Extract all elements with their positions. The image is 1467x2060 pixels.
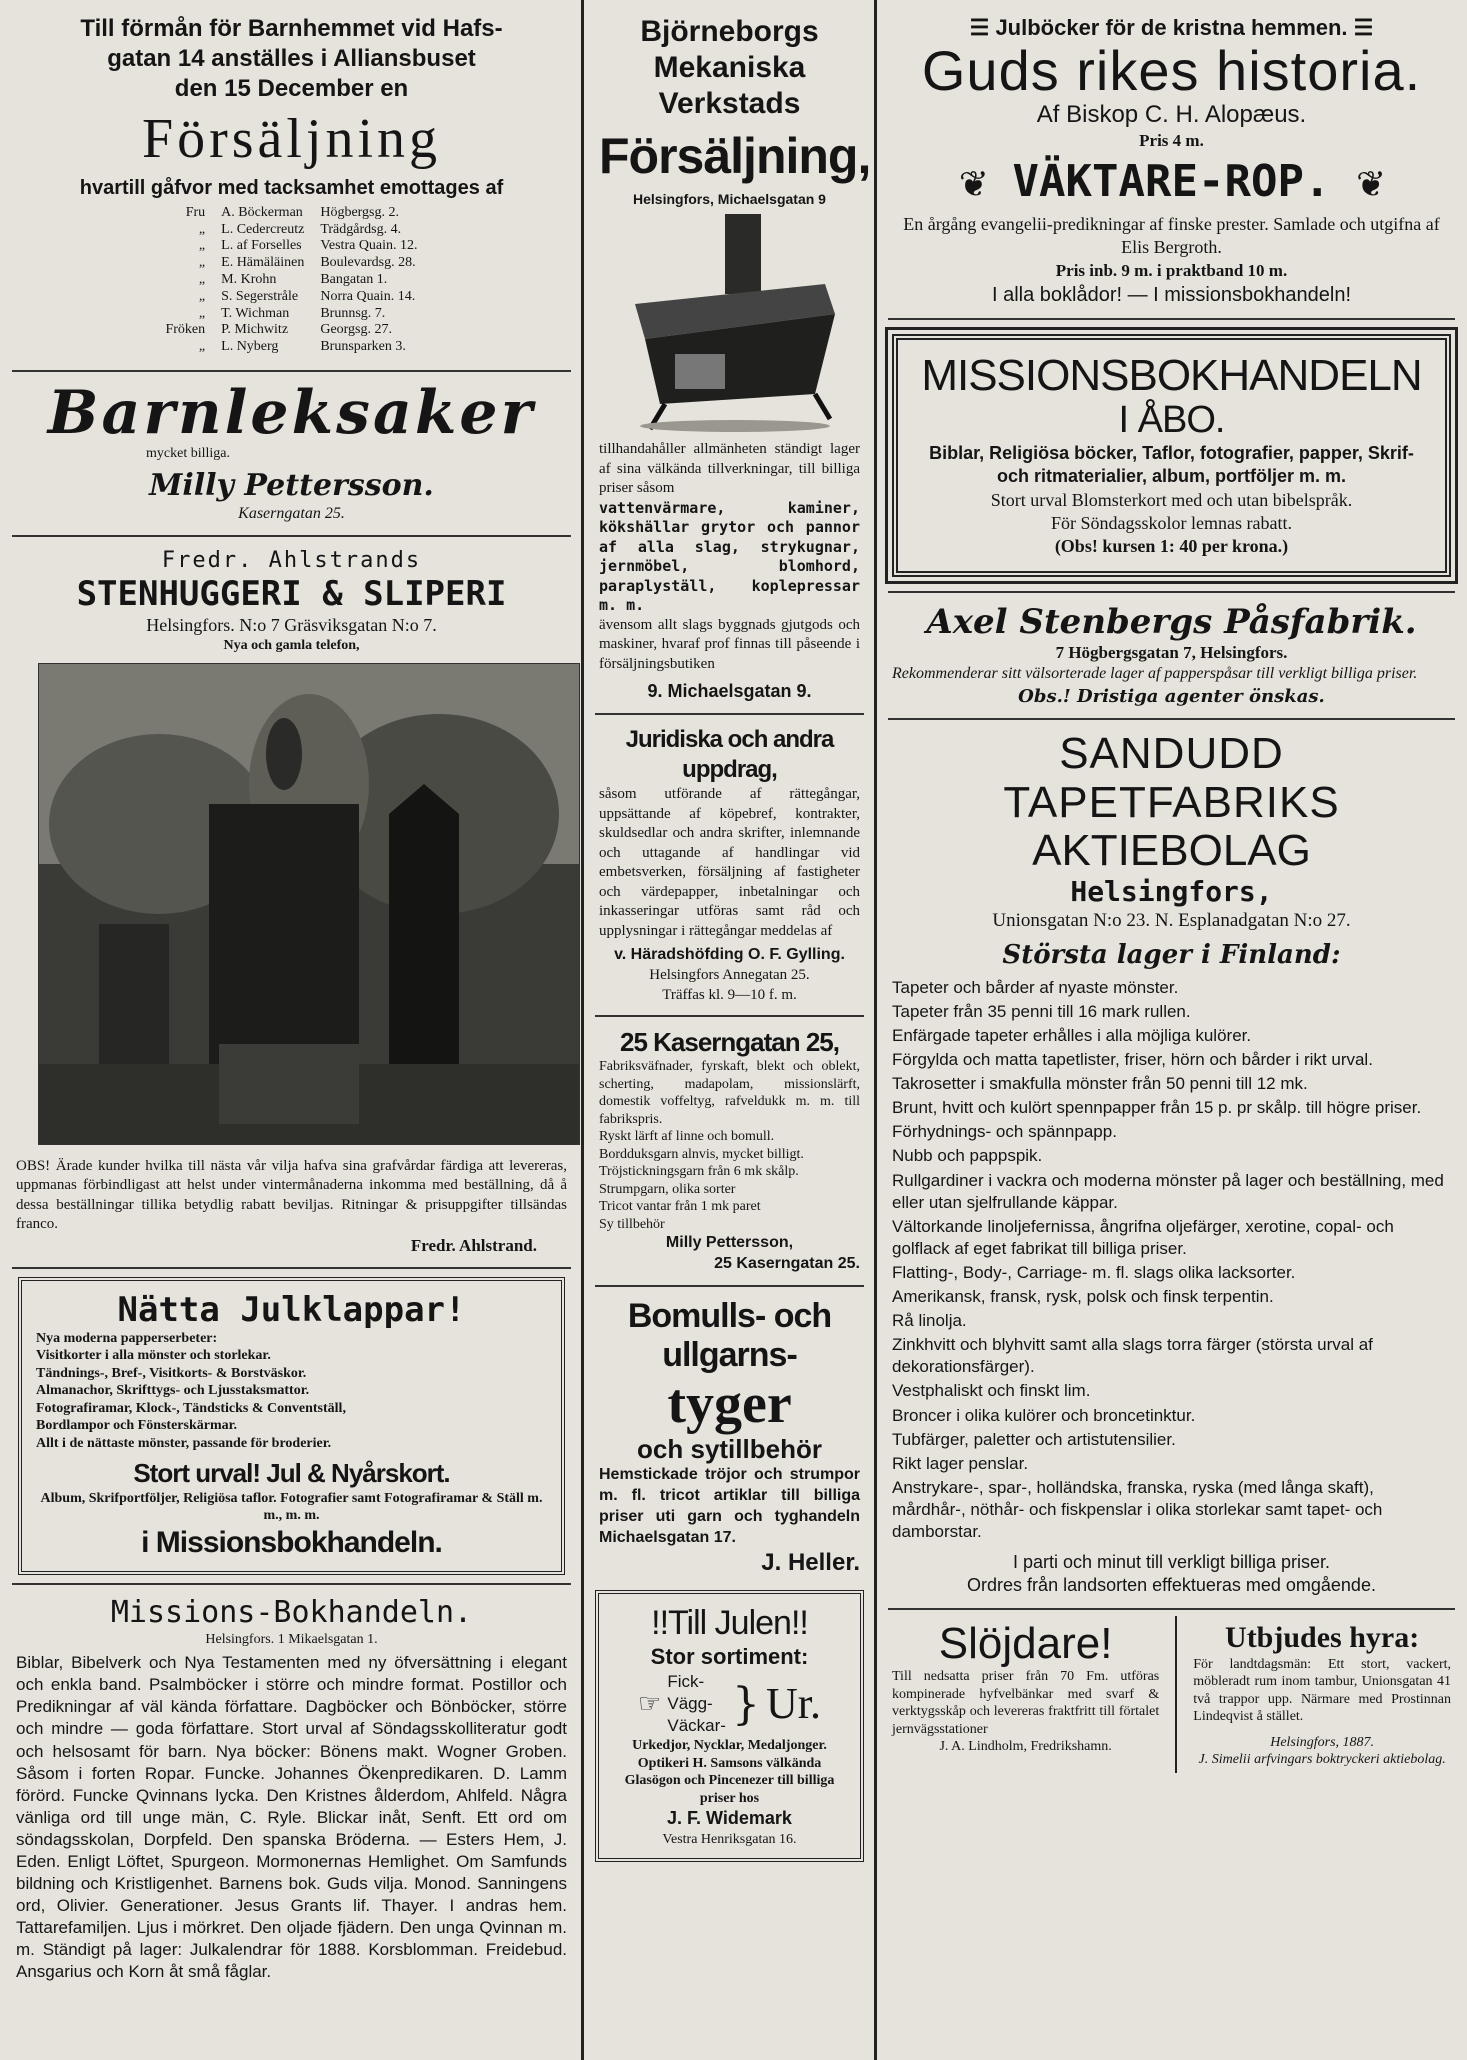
sandudd-item: Takrosetter i smakfulla mönster från 50 penni till 12 mk. (892, 1074, 1308, 1094)
julklappar-line: Visitkorter i alla mönster och storlekar. (36, 1348, 271, 1364)
juridiska-ad (583, 721, 876, 1009)
divider (12, 535, 571, 537)
rule-ornament-icon: ☰ (1347, 15, 1374, 40)
abo-text: Biblar, Religiösa böcker, Taflor, fotografier, papper, Skrif- och ritmaterialier, album, portföljer m. m. (929, 442, 1414, 487)
juridiska-title: Juridiska och andra uppdrag, (625, 726, 834, 784)
kaserngatan-addr: 25 Kaserngatan 25. (714, 1255, 860, 1273)
sandudd-item: Anstrykare-, spar-, holländska, franska, ryska (med långa skaft), mårdhår-, nöthår- och fiskpenslar i olika storlekar samt tapet- och damborstar. (892, 1477, 1383, 1541)
name-cell-addr: Högbergsg. 2. (320, 204, 400, 220)
sandudd-foot1: I parti och minut till verkligt billiga priser. (1012, 1552, 1331, 1573)
stenberg-obs: Obs.! Dristiga agenter önskas. (1018, 685, 1325, 707)
julklappar-line: Tändnings-, Bref-, Visitkorts- & Borstväskor. (36, 1365, 307, 1381)
abo-title: MISSIONSBOKHANDELN (921, 350, 1422, 400)
barnleksaker-addr: Kaserngatan 25. (238, 505, 345, 523)
verkstad-text-pre: tillhandahåller allmänheten ständigt lager af sina välkända tillverkningar, till billiga priser såsom (599, 441, 860, 496)
kaserngatan-text: Fabriksväfnader, fyrskaft, blekt och oblekt, scherting, madapolam, missionslärft, domestik voffeltyg, rafveldukk m. m. till fabrikspris. (599, 1059, 860, 1127)
sandudd-item: Förhydnings- och spännpapp. (892, 1122, 1117, 1142)
abo-line4: (Obs! kursen 1: 40 per krona.) (1054, 536, 1289, 557)
bomulls-ad (583, 1293, 876, 1582)
bottom-ads-row (876, 1616, 1467, 1773)
missions-bokhandeln-ad (0, 1591, 583, 1988)
hyra-printer: J. Simelii arfvingars boktryckeri aktiebolag. (1198, 1752, 1446, 1768)
name-cell-name: P. Michwitz (221, 322, 289, 338)
brace-icon: } (731, 1678, 760, 1730)
divider (888, 1608, 1455, 1610)
julklappar-small: Album, Skrifportföljer, Religiösa taflor. Fotografier samt Fotografiramar & Ställ m. m., m. m. (40, 1490, 543, 1524)
barnhem-title: Försäljning (141, 108, 442, 170)
name-cell-addr: Trädgårdsg. 4. (320, 221, 402, 237)
divider (12, 1583, 571, 1585)
hyra-city: Helsingfors, 1887. (1270, 1734, 1375, 1750)
name-cell-name: E. Hämäläinen (221, 255, 305, 271)
bomulls-text: Hemstickade tröjor och strumpor m. fl. tricot artiklar till billiga priser uti garn och tyghandeln Michaelsgatan 17. (599, 1466, 860, 1546)
stenhuggeri-ad (0, 543, 583, 1261)
kaserngatan-title: 25 Kaserngatan 25, (619, 1027, 839, 1058)
bomulls-title: Bomulls- och ullgarns- (627, 1296, 832, 1375)
sandudd-city: Helsingfors, (1070, 875, 1273, 909)
kaserngatan-list (599, 1128, 860, 1233)
abo-city: I ÅBO. (1118, 399, 1225, 442)
name-row (157, 205, 425, 222)
abo-ad (892, 334, 1451, 577)
abo-line3: För Söndagsskolor lemnas rabatt. (1051, 513, 1292, 534)
julklappar-line: Nya moderna papperserbeter: (36, 1330, 218, 1346)
juridiska-addr: Helsingfors Annegatan 25. (649, 967, 810, 984)
sandudd-item: Enfärgade tapeter erhålles i alla möjliga kulörer. (892, 1026, 1252, 1045)
hyra-text: För landtdagsmän: Ett stort, vackert, möbleradt rum inom tambur, Unionsgatan 41 två trappor upp. Närmare med Prostinnan Lindeqvist å stället. (1193, 1656, 1451, 1725)
julbocker-banner-text: Julböcker för de kristna hemmen. (995, 15, 1348, 40)
julklappar-title: Nätta Julklappar! (117, 1289, 466, 1330)
name-cell-name: L. af Forselles (221, 238, 302, 254)
name-cell-title: „ (198, 305, 206, 321)
abo-line2: Stort urval Blomsterkort med och utan bibelspråk. (990, 489, 1353, 510)
bomulls-name: J. Heller. (761, 1549, 860, 1577)
bomulls-big: tyger (667, 1373, 792, 1436)
barnhem-line1: Till förmån för Barnhemmet vid Hafs- (80, 15, 503, 42)
stenberg-ad (876, 599, 1467, 712)
julbocker-price2: Pris inb. 9 m. i praktband 10 m. (1055, 260, 1288, 280)
kaserngatan-line: Tricot vantar från 1 mk paret (599, 1199, 761, 1215)
divider (888, 591, 1455, 593)
kaserngatan-line: Sy tillbehör (599, 1216, 665, 1232)
julen-name: J. F. Widemark (667, 1808, 792, 1829)
barnleksaker-name: Milly Pettersson. (149, 468, 434, 504)
barnhem-line2: gatan 14 anställes i Alliansbuset (107, 45, 476, 72)
slojdare-ad (876, 1616, 1177, 1773)
sandudd-item: Flatting-, Body-, Carriage- m. fl. slags olika lacksorter. (892, 1262, 1296, 1282)
julbocker-banner (892, 14, 1451, 42)
julbocker-price: Pris 4 m. (1139, 131, 1204, 151)
name-cell-title: „ (198, 255, 206, 271)
vaktare-rop-text: VÄKTARE-ROP. (1012, 156, 1331, 208)
slojdare-name: J. A. Lindholm, Fredrikshamn. (939, 1739, 1112, 1755)
ornament-icon: ❦ (1330, 156, 1384, 208)
gravestones-engraving (38, 663, 580, 1145)
stenhuggeri-phone: Nya och gamla telefon, (223, 638, 360, 654)
sandudd-item: Förgylda och matta tapetlister, friser, hörn och bårder i rikt urval. (892, 1050, 1373, 1070)
name-row (157, 339, 425, 356)
sandudd-item: Amerikansk, fransk, rysk, polsk och finsk terpentin. (892, 1287, 1274, 1307)
stove-illustration (615, 214, 845, 434)
julen-items (667, 1671, 726, 1737)
barnhem-ad (0, 0, 583, 364)
divider (888, 718, 1455, 720)
verkstad-sale: Försäljning, (599, 128, 871, 184)
missions-bokhandeln-text: Biblar, Bibelverk och Nya Testamenten med ny öfversättning i elegant och enkla band. Psalmböcker i större och mindre format. Postillor och Predikningar af väl kända författare. Dagböcker och Bönböcker, större och mindre — goda författare. Stort urval af Söndagsskolliteratur godt och helsosamt för barn. Nya böcker: Bönens makt. Wogner Groben. Såsom i forten Ropar. Funcke. Johannes Ökenpredikaren. D. Lamm förörd. Funcke Qvinnans lycka. Den Kristnes ålderdom, Ahlfeld. Några vänliga ord till unge män, C. Ryle. Blickar inåt, Senft. Ett ord om söndagsskolan, Dorpfeld. Den spanska Bröderna. — Esters Hem, J. Eden. Enligt Löftet, Spurgeon. Mormonernas Hemlighet. Om Samfunds bildning och Kristligenhet. Barnens bok. Guds vilja. Monod. Sanningens ord, Olivier. Generationer. Jesus Grants lif. Thayer. I andras hem. Tattarefamiljen. Ljus i mörkret. Den oljade fjädern. Den unga Qvinnan m. m. Ständigt på lager: Julkalendrar för 1888. Korsblomman. Freidebud. Ansgarius och Korn åt små fåglar. (16, 1653, 567, 1982)
julen-item: Fick- (667, 1671, 705, 1691)
julen-text: Urkedjor, Nycklar, Medaljonger. Optikeri H. Samsons välkända Glasögon och Pincenezer till billiga priser hos (624, 1738, 835, 1806)
julklappar-headline: Stort urval! Jul & Nyårskort. (133, 1458, 450, 1489)
name-row (157, 322, 425, 339)
name-row (157, 222, 425, 239)
name-cell-title: Fru (185, 204, 206, 220)
julen-item: Vägg- (667, 1694, 713, 1714)
kaserngatan-ad (583, 1023, 876, 1279)
name-cell-title: „ (198, 221, 206, 237)
divider (595, 1285, 864, 1287)
julbocker-title: Guds rikes historia. (921, 38, 1422, 102)
sandudd-item: Tapeter och bårder af nyaste mönster. (892, 977, 1179, 997)
hyra-ad (1177, 1616, 1467, 1773)
hyra-title: Utbjudes hyra: (1225, 1620, 1420, 1654)
slojdare-title: Slöjdare! (938, 1618, 1113, 1668)
sandudd-item: Rikt lager penslar. (892, 1453, 1029, 1473)
sandudd-item: Vestphaliskt och finskt lim. (892, 1381, 1091, 1401)
stenberg-text: Rekommenderar sitt välsorterade lager af papperspåsar till verkligt billiga priser. (892, 664, 1418, 682)
kaserngatan-line: Tröjstickningsgarn från 6 mk skålp. (599, 1164, 799, 1180)
rule-ornament-icon: ☰ (969, 15, 996, 40)
divider (595, 1015, 864, 1017)
name-row (157, 238, 425, 255)
stenhuggeri-sign: Fredr. Ahlstrand. (410, 1235, 537, 1255)
name-row (157, 272, 425, 289)
julbocker-desc: En årgång evangelii-predikningar af finske prester. Samlade och utgifna af Elis Bergroth. (903, 213, 1440, 258)
julklappar-line: Fotografiramar, Klock-, Tändsticks & Conventställ, (36, 1400, 346, 1416)
name-cell-title: „ (198, 238, 206, 254)
column-1 (0, 0, 583, 2060)
divider (595, 713, 864, 715)
sandudd-item: Tapeter från 35 penni till 16 mark rullen. (892, 1001, 1191, 1021)
sandudd-ad (876, 726, 1467, 1602)
stenhuggeri-addr: Helsingfors. N:o 7 Gräsviksgatan N:o 7. (146, 614, 437, 635)
barnhem-line3: den 15 December en (174, 75, 409, 102)
column-2 (583, 0, 876, 2060)
sandudd-item: Broncer i olika kulörer och broncetinktur. (892, 1405, 1196, 1425)
name-cell-addr: Brunsparken 3. (320, 339, 406, 355)
julbocker-title2 (892, 158, 1451, 206)
divider (12, 370, 571, 372)
julen-sub: Stor sortiment: (650, 1644, 809, 1670)
julen-ur: Ur. (765, 1678, 821, 1728)
name-cell-addr: Norra Quain. 14. (320, 288, 416, 304)
sandudd-item: Vältorkande linoljefernissa, ångrifna oljefärger, xerotine, copal- och golflack af eget fabrikat till billiga priser. (892, 1216, 1394, 1258)
name-row (157, 306, 425, 323)
julen-title: !!Till Julen!! (651, 1604, 808, 1643)
stenberg-title: Axel Stenbergs Påsfabrik. (926, 601, 1417, 642)
kaserngatan-line: Ryskt lärft af linne och bomull. (599, 1129, 775, 1145)
divider (12, 1267, 571, 1269)
stenberg-addr: 7 Högbergsgatan 7, Helsingfors. (1055, 642, 1288, 662)
ornament-icon: ❦ (959, 156, 1013, 208)
barnhem-intro: hvartill gåfvor med tacksamhet emottages af (79, 176, 504, 199)
name-cell-addr: Bangatan 1. (320, 271, 388, 287)
sandudd-addr: Unionsgatan N:o 23. N. Esplanadgatan N:o 27. (992, 909, 1351, 931)
missions-bokhandeln-title: Missions-Bokhandeln. (110, 1594, 473, 1630)
sandudd-list (892, 977, 1451, 1543)
juridiska-name: v. Häradshöfding O. F. Gylling. (614, 946, 845, 964)
name-cell-name: S. Segerstråle (221, 288, 299, 304)
sandudd-title2: AKTIEBOLAG (1032, 825, 1311, 875)
juridiska-text: såsom utförande af rättegångar, uppsättande af köpebref, kontrakter, skuldsedlar och andra skrifter, inlemnande och uttagande af handlingar vid embetsverken, försäljning af fastigheter och värdepapper, inbetalningar och inkasseringar utföras samt råd och upplysningar i rättegångar meddelas af (599, 786, 860, 939)
julbocker-where: I alla boklådor! — I missionsbokhandeln! (991, 283, 1352, 306)
verkstad-ad (583, 0, 876, 707)
julbocker-author: Af Biskop C. H. Alopæus. (1036, 101, 1307, 129)
stenhuggeri-obs: OBS! Ärade kunder hvilka till nästa vår vilja hafva sina grafvårdar färdiga att levereras, uppmanas förbindligast att helst under vintermånaderna inkomma med beställning, då å dessa beställningar tillika betydlig rabatt beviljas. Ritningar & prisuppgifter tillsändas franco. (16, 1157, 567, 1233)
verkstad-addr: Helsingfors, Michaelsgatan 9 (633, 190, 826, 207)
barnleksaker-sub: mycket billiga. (146, 445, 230, 461)
name-cell-title: „ (198, 271, 206, 287)
name-row (157, 289, 425, 306)
barnleksaker-ad (0, 378, 583, 529)
name-cell-title: „ (198, 339, 206, 355)
slojdare-text: Till nedsatta priser från 70 Fm. utföras kompinerade hyfvelbänkar med svarf & verktygsskåp och levereras fraktfritt till förtalet jernvägsstationer (892, 1669, 1160, 1737)
bomulls-sub: och sytillbehör (637, 1433, 822, 1464)
sandudd-item: Zinkhvitt och blyhvitt samt alla slags torra färger (största urval af dekorationsfärger). (892, 1335, 1373, 1377)
name-cell-addr: Boulevardsg. 28. (320, 255, 416, 271)
sandudd-item: Rullgardiner i vackra och moderna mönster på lager och beställning, med eller utan sjelfrullande käppar. (892, 1170, 1444, 1212)
missions-bokhandeln-addr: Helsingfors. 1 Mikaelsgatan 1. (205, 1631, 378, 1647)
julen-ad (595, 1590, 864, 1862)
julklappar-line: Allt i de nättaste mönster, passande för broderier. (36, 1435, 332, 1451)
name-cell-title: „ (198, 288, 206, 304)
sandudd-head: Största lager i Finland: (1002, 939, 1341, 970)
name-cell-addr: Georgsg. 27. (320, 322, 393, 338)
hand-pointer-icon: ☞ (638, 1689, 662, 1720)
barnhem-names-table (157, 205, 425, 356)
divider (888, 318, 1455, 320)
julbocker-ad (876, 0, 1467, 312)
juridiska-hours: Träffas kl. 9—10 f. m. (662, 986, 797, 1003)
julklappar-list (36, 1330, 547, 1453)
sandudd-foot2: Ordres från landsorten effektueras med omgående. (967, 1575, 1376, 1596)
stenhuggeri-title: STENHUGGERI & SLIPERI (76, 573, 507, 614)
sandudd-item: Tubfärger, paletter och artistutensilier. (892, 1429, 1176, 1449)
name-cell-addr: Vestra Quain. 12. (320, 238, 418, 254)
verkstad-title: Björneborgs Mekaniska Verkstads (640, 15, 819, 120)
barnleksaker-title: Barnleksaker (47, 377, 536, 448)
stenhuggeri-owner: Fredr. Ahlstrands (161, 548, 422, 574)
kaserngatan-line: Strumpgarn, olika sorter (599, 1181, 736, 1197)
kaserngatan-line: Bordduksgarn alnvis, mycket billigt. (599, 1146, 804, 1162)
julen-watch-row (613, 1671, 846, 1737)
verkstad-items: vattenvärmare, kaminer, kökshällar grytor och pannor af alla slag, strykugnar, jernmöbel, blomhord, paraplyställ, koplepressar m. m. (599, 498, 860, 614)
kaserngatan-name: Milly Pettersson, (665, 1234, 794, 1252)
name-cell-title: Fröken (165, 322, 206, 338)
verkstad-addr2: 9. Michaelsgatan 9. (647, 681, 812, 701)
name-cell-name: L. Cedercreutz (221, 221, 305, 237)
verkstad-text-post: ävensom allt slags byggnads gjutgods och maskiner, hvaraf prof finnas till påseende i försäljningsbutiken (599, 616, 860, 672)
name-cell-addr: Brunnsg. 7. (320, 305, 386, 321)
column-3 (876, 0, 1467, 2060)
sandudd-item: Nubb och pappspik. (892, 1146, 1043, 1166)
julklappar-line: Almanachor, Skrifttygs- och Ljusstaksmattor. (36, 1383, 310, 1399)
julklappar-footer: i Missionsbokhandeln. (141, 1525, 442, 1559)
julklappar-line: Bordlampor och Fönsterskärmar. (36, 1418, 238, 1434)
name-cell-name: L. Nyberg (221, 339, 279, 355)
name-row (157, 255, 425, 272)
sandudd-item: Brunt, hvitt och kulört spennpapper från 15 p. pr skålp. till högre priser. (892, 1098, 1422, 1118)
sandudd-item: Rå linolja. (892, 1311, 967, 1331)
julen-addr: Vestra Henriksgatan 16. (662, 1831, 797, 1847)
name-cell-name: M. Krohn (221, 271, 277, 287)
sandudd-title: SANDUDD TAPETFABRIKS (1003, 729, 1340, 827)
julklappar-ad (18, 1277, 565, 1575)
julen-item: Väckar- (667, 1716, 726, 1736)
name-cell-name: A. Böckerman (221, 204, 303, 220)
name-cell-name: T. Wichman (221, 305, 290, 321)
